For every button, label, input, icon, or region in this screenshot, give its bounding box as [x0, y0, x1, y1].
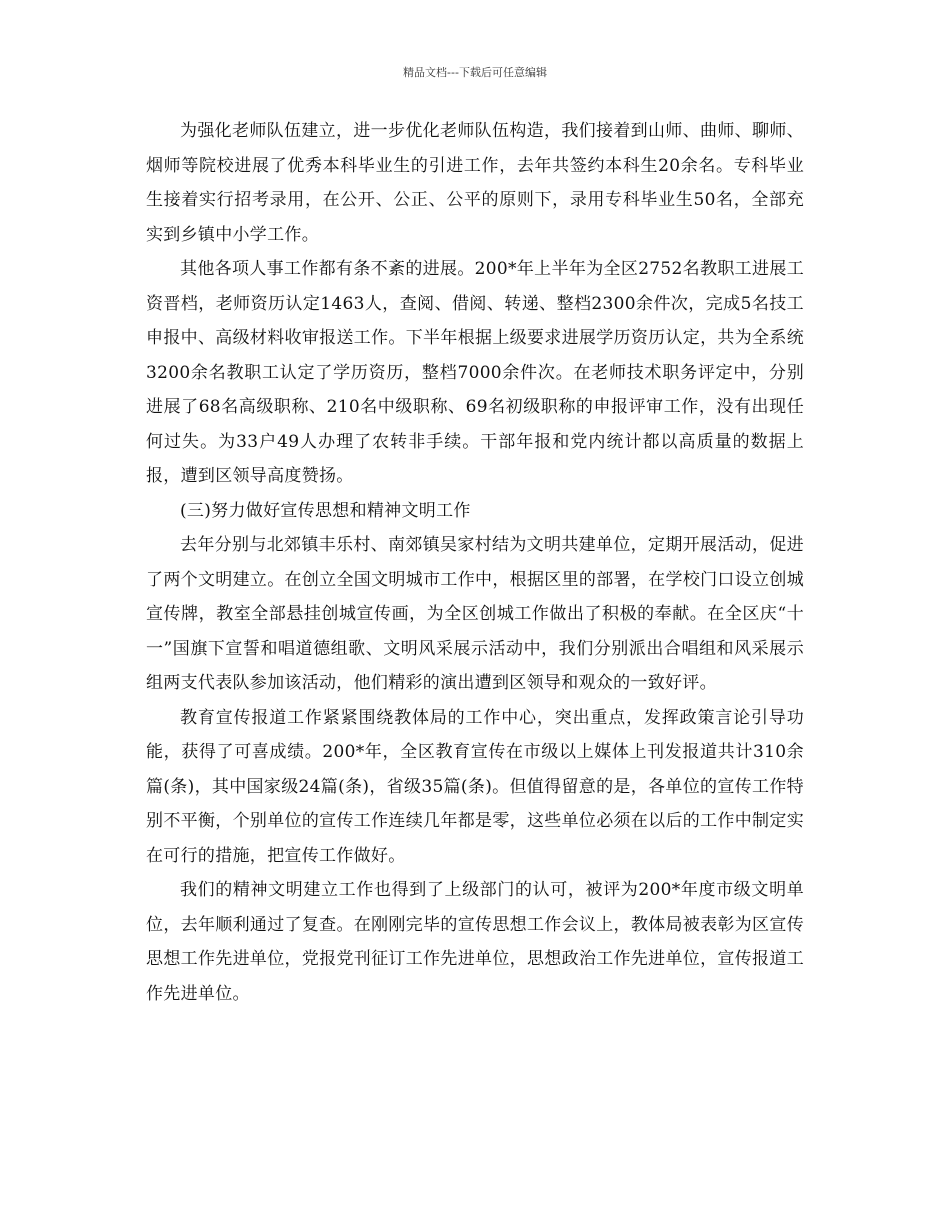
- document-body: [146, 114, 804, 1011]
- page-header: 精品文档---下载后可任意编辑: [403, 66, 547, 79]
- paragraph-spiritual-civilization: 我们的精神文明建立工作也得到了上级部门的认可，被评为200*年度市级文明单位，去年顺利通过了复查。在刚刚完毕的宣传思想工作会议上，教体局被表彰为区宣传思想工作先进单位，党报党刊征订工作先进单位，思想政治工作先进单位，宣传报道工作先进单位。: [146, 880, 804, 1004]
- paragraph-personnel-work: 其他各项人事工作都有条不紊的进展。200*年上半年为全区2752名教职工进展工资晋档，老师资历认定1463人，查阅、借阅、转递、整档2300余件次，完成5名技工申报中、高级材料收审报送工作。下半年根据上级要求进展学历资历认定，共为全系统3200余名教职工认定了学历资历，整档7000余件次。在老师技术职务评定中，分别进展了68名高级职称、210名中级职称、69名初级职称的申报评审工作，没有出现任何过失。为33户49人办理了农转非手续。干部年报和党内统计都以高质量的数据上报，遭到区领导高度赞扬。: [146, 259, 804, 486]
- paragraph-education-publicity: 教育宣传报道工作紧紧围绕教体局的工作中心，突出重点，发挥政策言论引导功能，获得了可喜成绩。200*年，全区教育宣传在市级以上媒体上刊发报道共计310余篇(条)，其中国家级24篇(条)，省级35篇(条)。但值得留意的是，各单位的宣传工作特别不平衡，个别单位的宣传工作连续几年都是零，这些单位必须在以后的工作中制定实在可行的措施，把宣传工作做好。: [146, 707, 804, 866]
- paragraph-teacher-team: 为强化老师队伍建立，进一步优化老师队伍构造，我们接着到山师、曲师、聊师、烟师等院校进展了优秀本科毕业生的引进工作，去年共签约本科生20余名。专科毕业生接着实行招考录用，在公开、公正、公平的原则下，录用专科毕业生50名，全部充实到乡镇中小学工作。: [146, 121, 804, 245]
- paragraph-civilization-building: 去年分别与北郊镇丰乐村、南郊镇吴家村结为文明共建单位，定期开展活动，促进了两个文明建立。在创立全国文明城市工作中，根据区里的部署，在学校门口设立创城宣传牌，教室全部悬挂创城宣传画，为全区创城工作做出了积极的奉献。在全区庆“十一”国旗下宣誓和唱道德组歌、文明风采展示活动中，我们分别派出合唱组和风采展示组两支代表队参加该活动，他们精彩的演出遭到区领导和观众的一致好评。: [146, 535, 804, 693]
- section-heading-publicity: (三)努力做好宣传思想和精神文明工作: [180, 500, 471, 521]
